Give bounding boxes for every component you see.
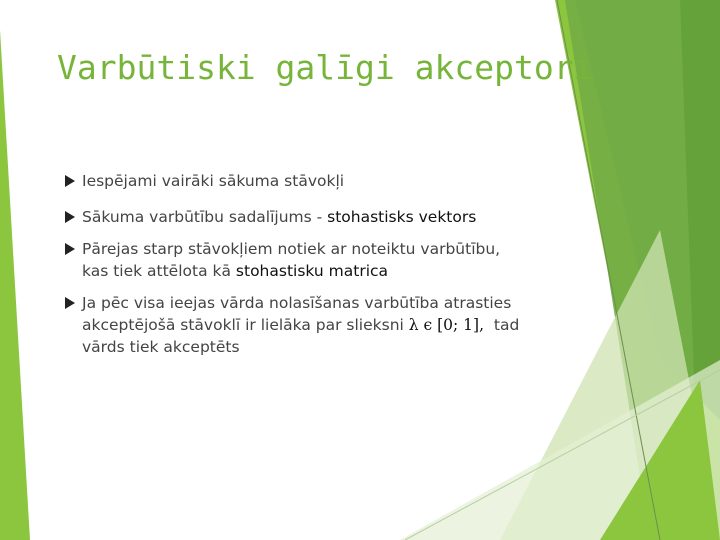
bullet-text-4-line3: vārds tiek akceptēts xyxy=(82,338,240,356)
bullet-text-3-line2-wrap xyxy=(82,260,500,282)
bullet-text-1: Iespējami vairāki sākuma stāvokļi xyxy=(82,172,345,190)
bullet-text-3-line2: kas tiek attēlota kā xyxy=(82,262,236,280)
bullet-text-3-line1: Pārejas starp stāvokļiem notiek ar noteiktu varbūtību, xyxy=(82,240,501,258)
bullet-text-4-line2a: akceptējošā stāvoklī ir lielāka par slieksni xyxy=(82,316,409,334)
bullet-text-3 xyxy=(82,238,500,282)
slide-title: Varbūtiski galīgi akceptori xyxy=(57,48,594,87)
bullet-item-1 xyxy=(58,170,344,192)
bullet-item-4 xyxy=(58,292,519,358)
bullet-text-4 xyxy=(82,292,519,358)
triangle-arrow-icon xyxy=(58,292,82,310)
bullet-text-4-line2b: tad xyxy=(484,316,520,334)
triangle-arrow-icon xyxy=(58,170,82,188)
bullet-text-4-math: λ ϵ [0; 1], xyxy=(408,316,485,334)
triangle-arrow-icon xyxy=(58,238,82,256)
bullet-text-2-emph: stohastisks vektors xyxy=(327,208,477,226)
bullet-item-3 xyxy=(58,238,500,282)
bullet-item-2 xyxy=(58,206,476,228)
bullet-text-3-emph: stohastisku matrica xyxy=(235,262,389,280)
bullet-text-2-main: Sākuma varbūtību sadalījums - xyxy=(82,208,328,226)
left-edge-shape xyxy=(0,30,30,540)
bullet-text-4-line1: Ja pēc visa ieejas vārda nolasīšanas varbūtība atrasties xyxy=(82,294,512,312)
bullet-text-2 xyxy=(82,206,476,228)
triangle-arrow-icon xyxy=(58,206,82,224)
bullet-text-4-line2-wrap xyxy=(82,314,519,336)
